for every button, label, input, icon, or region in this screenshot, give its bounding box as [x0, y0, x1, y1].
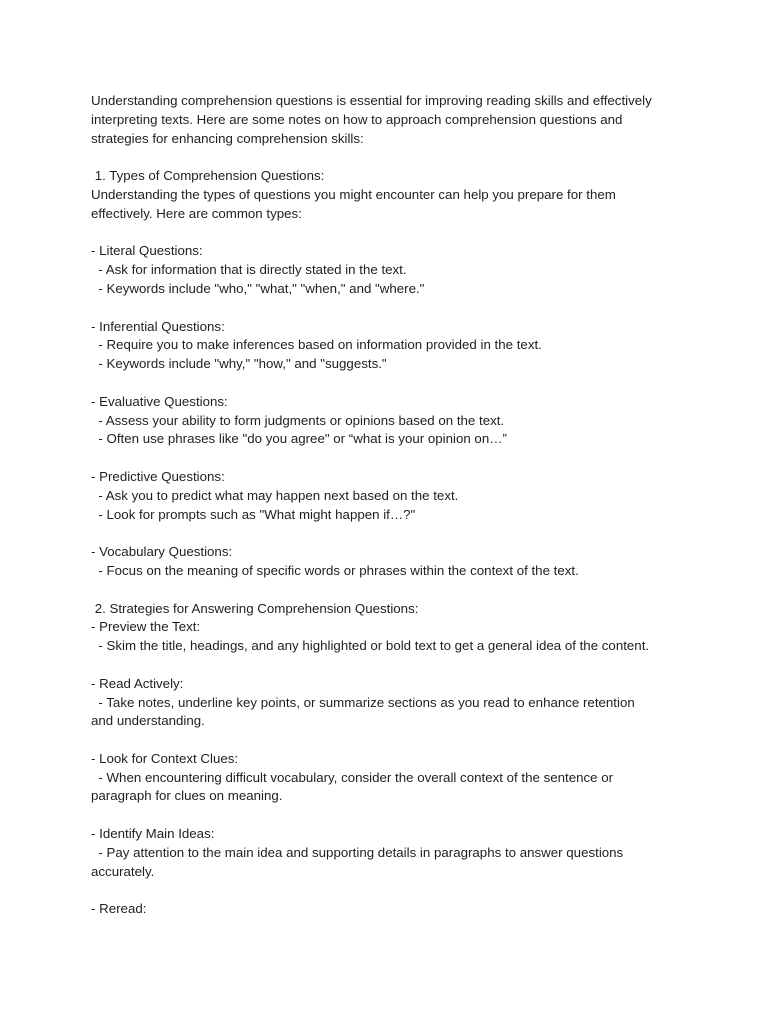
text-line: effectively. Here are common types: — [91, 205, 302, 221]
text-line: - Vocabulary Questions: — [91, 544, 233, 560]
text-line: - Keywords include "who," "what," "when," and "where." — [91, 280, 425, 296]
blank-line — [91, 881, 691, 900]
text-line: - Focus on the meaning of specific words or phrases within the context of the text. — [91, 562, 579, 578]
text-line: - Literal Questions: — [91, 243, 203, 259]
text-line: - Reread: — [91, 901, 147, 917]
text-line: - Ask for information that is directly stated in the text. — [91, 262, 407, 278]
text-line: - Ask you to predict what may happen next based on the text. — [91, 487, 459, 503]
text-line: Understanding the types of questions you might encounter can help you prepare for them — [91, 186, 616, 202]
text-line: - Assess your ability to form judgments or opinions based on the text. — [91, 412, 505, 428]
text-line: - Require you to make inferences based on information provided in the text. — [91, 337, 542, 353]
text-line: - Inferential Questions: — [91, 318, 225, 334]
text-line: accurately. — [91, 863, 155, 879]
text-line: - Look for prompts such as "What might happen if…?" — [91, 506, 416, 522]
text-line: - Skim the title, headings, and any highlighted or bold text to get a general idea of the content. — [91, 638, 650, 654]
text-line: 1. Types of Comprehension Questions: — [91, 168, 325, 184]
text-line: and understanding. — [91, 713, 205, 729]
blank-line — [91, 524, 691, 543]
blank-line — [91, 374, 691, 393]
text-line: paragraph for clues on meaning. — [91, 788, 283, 804]
blank-line — [91, 148, 691, 167]
text-line: - Often use phrases like "do you agree" or “what is your opinion on…” — [91, 431, 507, 447]
text-line: - Take notes, underline key points, or summarize sections as you read to enhance retention — [91, 694, 635, 710]
text-line: strategies for enhancing comprehension skills: — [91, 130, 364, 146]
blank-line — [91, 581, 691, 600]
text-line: - Identify Main Ideas: — [91, 826, 215, 842]
text-line: - Keywords include "why," "how," and "suggests." — [91, 356, 387, 372]
blank-line — [91, 449, 691, 468]
text-line: - When encountering difficult vocabulary, consider the overall context of the sentence or — [91, 769, 614, 785]
text-line: interpreting texts. Here are some notes on how to approach comprehension questions and — [91, 111, 623, 127]
text-line: - Preview the Text: — [91, 619, 201, 635]
blank-line — [91, 224, 691, 243]
blank-line — [91, 656, 691, 675]
blank-line — [91, 731, 691, 750]
text-line: - Look for Context Clues: — [91, 750, 239, 766]
text-line: - Predictive Questions: — [91, 468, 225, 484]
text-line: - Read Actively: — [91, 675, 184, 691]
text-line: - Evaluative Questions: — [91, 393, 228, 409]
blank-line — [91, 299, 691, 318]
text-line: 2. Strategies for Answering Comprehension Questions: — [91, 600, 419, 616]
text-line: Understanding comprehension questions is essential for improving reading skills and effectively — [91, 93, 652, 108]
text-line: - Pay attention to the main idea and supporting details in paragraphs to answer questions — [91, 844, 624, 860]
blank-line — [91, 806, 691, 825]
document-body — [91, 92, 691, 919]
